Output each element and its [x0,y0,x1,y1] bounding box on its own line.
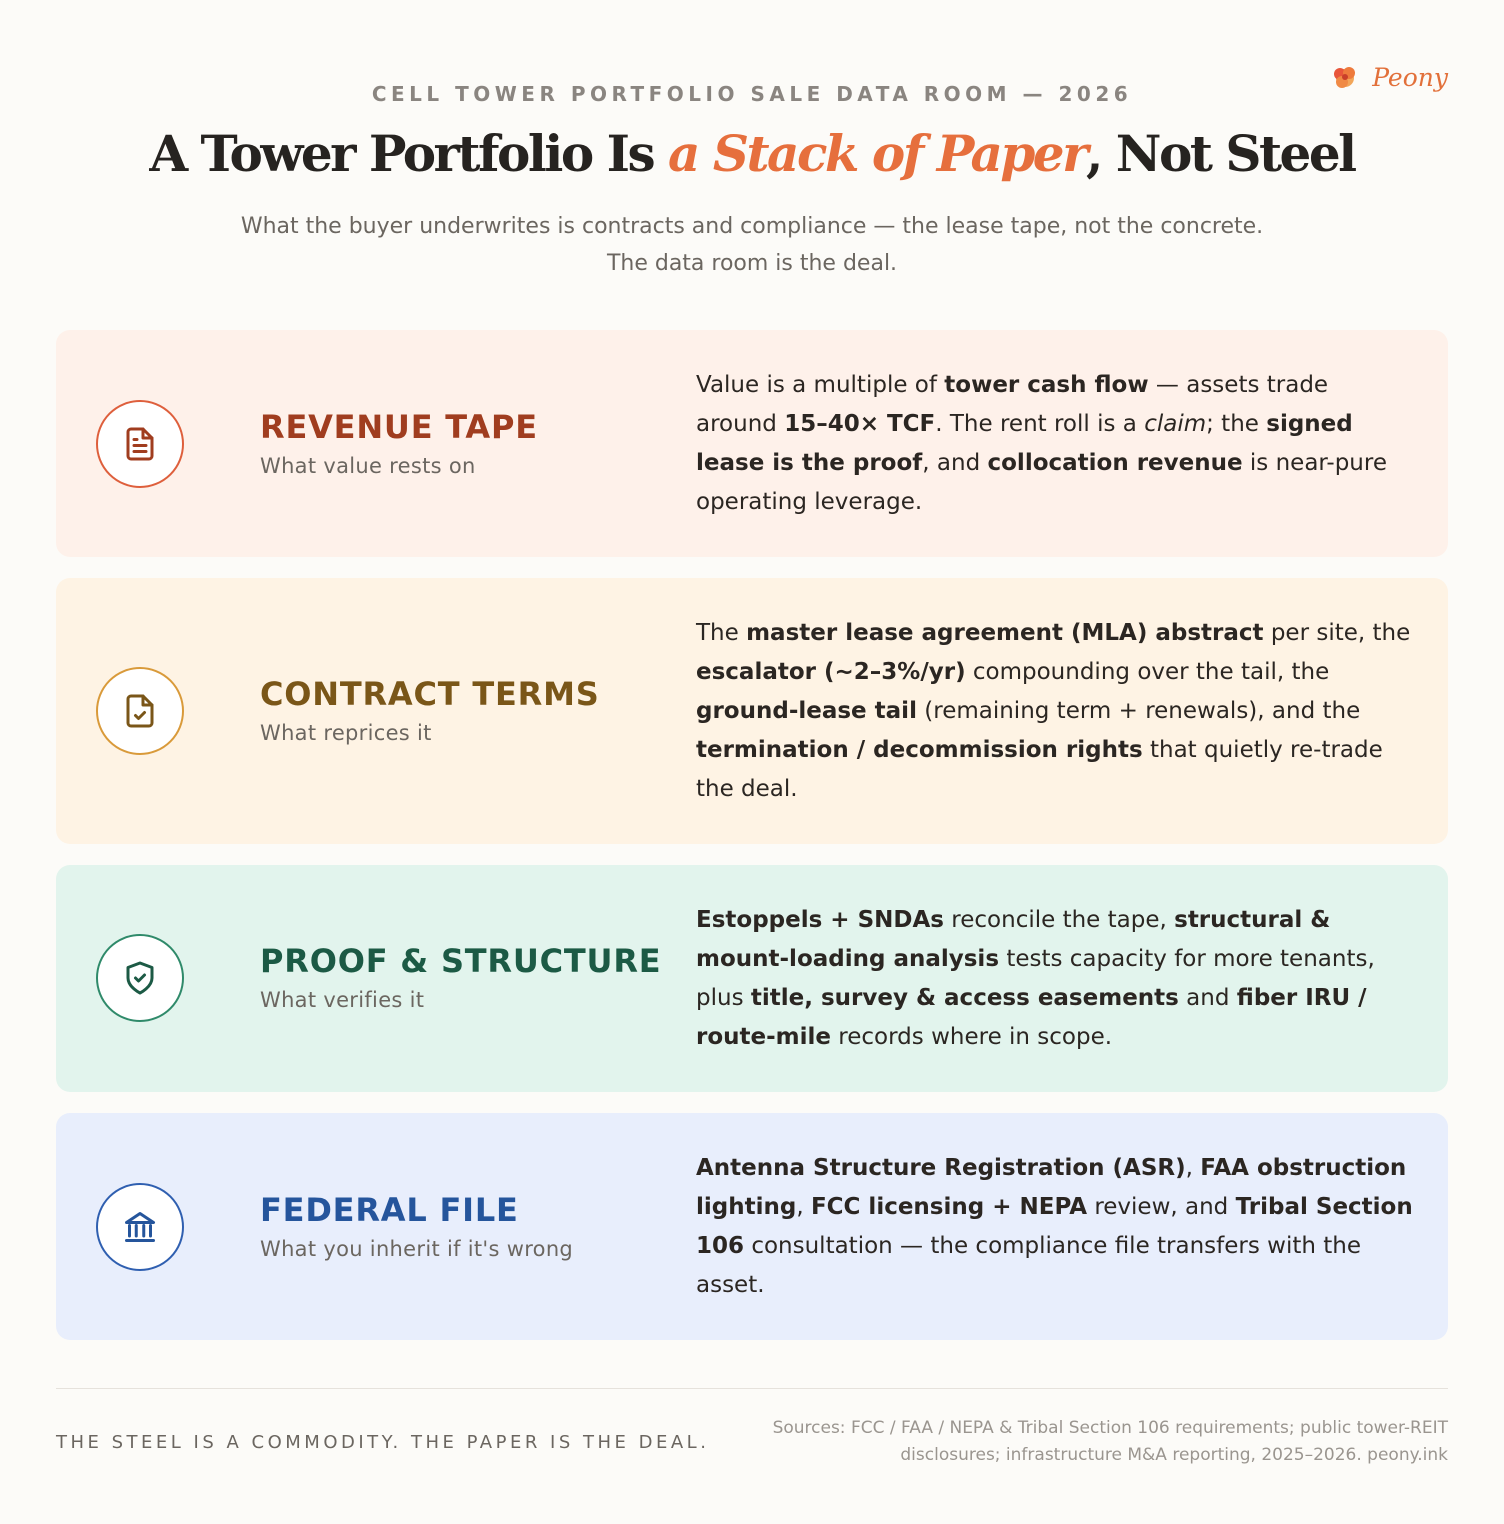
subtitle-line: What the buyer underwrites is contracts and compliance — the lease tape, not the concrete. [240,214,1264,239]
body-text: and [1178,985,1237,1011]
emphasis-text: FCC licensing + NEPA [810,1194,1088,1220]
body-text: reconcile the tape, [943,907,1175,933]
card-body [696,1149,1416,1305]
body-text: that quietly re-trade the deal. [696,737,1383,802]
card-icon-wrap [96,1183,184,1271]
subtitle [0,208,1504,282]
emphasis-text: collocation revenue [987,450,1243,476]
body-text: records where in scope. [831,1024,1113,1050]
card-title: PROOF & STRUCTURE [260,942,662,980]
emphasis-text: fiber IRU / route-mile [696,985,1367,1050]
subtitle-line: The data room is the deal. [606,251,898,276]
card-subtitle: What value rests on [260,454,476,478]
emphasis-text: title, survey & access easements [750,985,1179,1011]
emphasis-text: escalator (~2–3%/yr) [696,659,966,685]
shield-check-icon [122,960,158,996]
body-text: consultation — the compliance file transfers with the asset. [696,1233,1362,1298]
card-icon-wrap [96,667,184,755]
document-icon [122,426,158,462]
document-check-icon [122,693,158,729]
emphasis-text: ground-lease tail [696,698,917,724]
sources-line: disclosures; infrastructure M&A reporting, 2025–2026. peony.ink [900,1445,1448,1465]
card-revenue-tape [56,330,1448,557]
body-text: . The rent roll is a [935,411,1145,437]
card-proof-structure [56,865,1448,1092]
emphasis-text: termination / decommission rights [696,737,1143,763]
footer-divider [56,1388,1448,1389]
card-contract-terms [56,578,1448,844]
card-title: CONTRACT TERMS [260,675,600,713]
card-body [696,614,1416,809]
emphasis-text: master lease agreement (MLA) abstract [746,620,1264,646]
emphasis-text: Estoppels + SNDAs [696,907,944,933]
title-lead: A Tower Portfolio Is [149,124,669,183]
emphasis-text: structural & mount-loading analysis [696,907,1331,972]
footer-sources [708,1415,1448,1469]
card-icon-wrap [96,400,184,488]
body-text: The [696,620,747,646]
body-text: tests capacity for more tenants, plus [696,946,1375,1011]
body-text: is near-pure operating leverage. [696,450,1387,515]
sources-line: Sources: FCC / FAA / NEPA & Tribal Section 106 requirements; public tower-REIT [772,1418,1448,1438]
footer-tagline: THE STEEL IS A COMMODITY. THE PAPER IS THE DEAL. [56,1432,710,1453]
body-text: ; the [1206,411,1267,437]
italic-text: claim [1144,411,1207,437]
body-text: — assets trade around [696,372,1329,437]
brand-name: Peony [1372,62,1448,92]
emphasis-text: Antenna Structure Registration (ASR) [696,1155,1186,1181]
emphasis-text: signed lease is the proof [696,411,1353,476]
body-text: Value is a multiple of [696,372,945,398]
card-title: REVENUE TAPE [260,408,538,446]
emphasis-text: 15–40× TCF [784,411,936,437]
body-text: (remaining term + renewals), and the [916,698,1361,724]
body-text: , [796,1194,811,1220]
body-text: review, and [1087,1194,1236,1220]
title-accent: a Stack of Paper [668,124,1086,183]
card-federal-file [56,1113,1448,1340]
body-text: compounding over the tail, the [965,659,1330,685]
card-title: FEDERAL FILE [260,1191,519,1229]
card-icon-wrap [96,934,184,1022]
title-tail: , Not Steel [1085,124,1355,183]
emphasis-text: tower cash flow [944,372,1149,398]
card-subtitle: What reprices it [260,721,432,745]
card-body [696,366,1416,522]
eyebrow: CELL TOWER PORTFOLIO SALE DATA ROOM — 2026 [371,82,1133,106]
page-title [0,124,1504,183]
card-body [696,901,1416,1057]
body-text: , and [922,450,988,476]
card-subtitle: What verifies it [260,988,425,1012]
emphasis-text: FAA obstruction lighting [696,1155,1407,1220]
body-text: , [1185,1155,1201,1181]
emphasis-text: Tribal Section 106 [696,1194,1413,1259]
government-building-icon [122,1209,158,1245]
body-text: per site, the [1263,620,1411,646]
card-subtitle: What you inherit if it's wrong [260,1237,574,1261]
